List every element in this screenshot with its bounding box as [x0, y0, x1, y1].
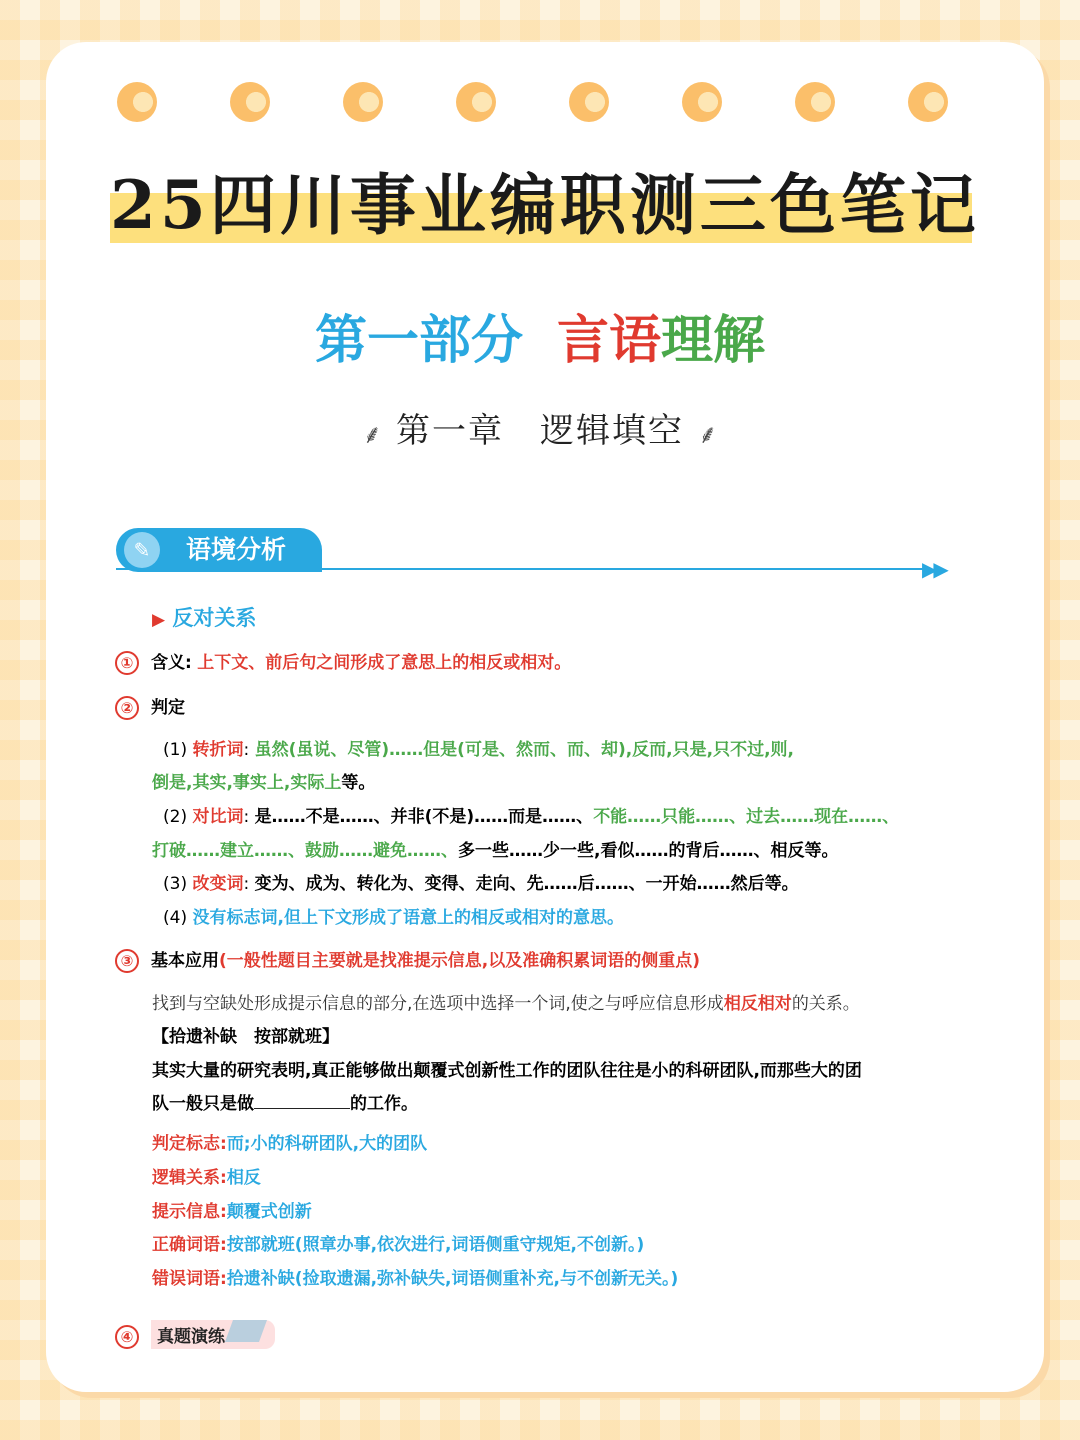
example-line: [152, 1089, 418, 1114]
binder-ring: [569, 82, 609, 122]
analysis-text: 按部就班(照章办事,依次进行,词语侧重守规矩,不创新。): [226, 1235, 645, 1255]
point-text: 是……不是……、并非(不是)……而是……、: [254, 807, 594, 827]
analysis-label: 正确词语:: [152, 1235, 227, 1255]
number-badge: ③: [115, 949, 139, 973]
judgement-line: [152, 836, 838, 861]
binder-ring: [456, 82, 496, 122]
analysis-row: [152, 1230, 644, 1255]
analysis-label: 判定标志:: [152, 1134, 227, 1154]
desc-key: 相反相对: [723, 994, 792, 1014]
analysis-row: [152, 1197, 312, 1222]
section-tab: 语境分析: [160, 528, 322, 572]
analysis-text: 颠覆式创新: [226, 1202, 312, 1222]
point-text: 没有标志词,但上下文形成了语意上的相反或相对的意思。: [192, 908, 624, 928]
analysis-row: [152, 1163, 261, 1188]
example-tag: 【拾遗补缺 按部就班】: [152, 1027, 339, 1047]
point-key: 改变词: [192, 874, 244, 894]
flourish-right-icon: ⸙: [698, 419, 718, 450]
fill-blank: [254, 1093, 350, 1109]
judgement-line: [152, 768, 375, 793]
analysis-label: 错误词语:: [152, 1269, 227, 1289]
point-tail: 等。: [341, 773, 376, 793]
analysis-label: 逻辑关系:: [152, 1168, 227, 1188]
application-desc: [152, 989, 860, 1014]
point-text: 倒是,其实,事实上,实际上: [152, 773, 342, 793]
item-text: 上下文、前后句之间形成了意思上的相反或相对。: [197, 653, 572, 673]
judgement-line: (3) 改变词: 变为、成为、转化为、变得、走向、先……后……、一开始……然后等。: [163, 874, 799, 894]
binder-ring: [230, 82, 270, 122]
point-key: 转折词: [192, 740, 244, 760]
practice-tag: [151, 1320, 275, 1349]
part-name-a: 言语: [556, 311, 661, 371]
point-index: (4): [163, 908, 188, 928]
item-application: [115, 946, 700, 973]
point-text: 多一些……少一些,看似……的背后……、相反等。: [458, 841, 839, 861]
judgement-line: [163, 903, 624, 928]
analysis-row: [152, 1129, 427, 1154]
part-label: 第一部分: [314, 311, 523, 371]
judgement-line: (1) 转折词: 虽然(虽说、尽管)……但是(可是、然而、而、却),反而,只是,只不过,则,: [163, 740, 795, 760]
item-label: 判定: [151, 698, 185, 718]
section-divider: [116, 568, 931, 570]
pencil-icon: ✎: [124, 532, 160, 568]
point-text: 不能……只能……、过去……现在……、: [593, 807, 900, 827]
number-badge: ①: [115, 651, 139, 675]
part-name-b: 理解: [661, 311, 766, 371]
analysis-text: 而;小的科研团队,大的团队: [226, 1134, 428, 1154]
example-text: 的工作。: [350, 1094, 418, 1114]
judgement-line: (2) 对比词: 是……不是……、并非(不是)……而是……、不能……只能……、过去……现在……、: [163, 807, 900, 827]
double-arrow-icon: ▶▶: [922, 557, 945, 581]
part-heading: [0, 298, 1080, 373]
desc-text: 找到与空缺处形成提示信息的部分,在选项中选择一个词,使之与呼应信息形成: [152, 994, 724, 1014]
analysis-row: [152, 1264, 678, 1289]
chapter-title: 第一章 逻辑填空: [396, 411, 684, 451]
triangle-bullet-icon: ▶: [152, 610, 166, 630]
page-title: 25四川事业编职测三色笔记: [110, 166, 980, 244]
point-text: 打破……建立……、鼓励……避免……、: [152, 841, 458, 861]
example-line: 其实大量的研究表明,真正能够做出颠覆式创新性工作的团队往往是小的科研团队,而那些大的团: [152, 1061, 862, 1081]
binder-ring: [343, 82, 383, 122]
point-key: 对比词: [192, 807, 244, 827]
point-index: (2): [163, 807, 188, 827]
item-label: 含义:: [151, 653, 192, 673]
number-badge: ②: [115, 696, 139, 720]
item-judgement: [115, 693, 185, 720]
analysis-text: 拾遗补缺(捡取遗漏,弥补缺失,词语侧重补充,与不创新无关。): [226, 1269, 679, 1289]
point-text: 虽然(虽说、尽管)……但是(可是、然而、而、却),反而,只是,只不过,则,: [254, 740, 795, 760]
number-badge: ④: [115, 1325, 139, 1349]
tape-mark: [225, 1320, 267, 1342]
point-index: (3): [163, 874, 188, 894]
sub-heading-text: 反对关系: [172, 606, 257, 630]
flourish-left-icon: ⸙: [362, 419, 382, 450]
item-meaning: [115, 648, 571, 675]
point-text: 变为、成为、转化为、变得、走向、先……后……、一开始……然后等。: [254, 874, 799, 894]
analysis-label: 提示信息:: [152, 1202, 227, 1222]
binder-ring: [908, 82, 948, 122]
chapter-heading: [0, 403, 1080, 452]
item-label: 基本应用: [151, 951, 219, 971]
practice-label: 真题演练: [157, 1327, 225, 1347]
analysis-text: 相反: [226, 1168, 261, 1188]
item-note: (一般性题目主要就是找准提示信息,以及准确积累词语的侧重点): [219, 951, 700, 971]
item-practice: [115, 1320, 275, 1349]
desc-text: 的关系。: [791, 994, 860, 1014]
binder-ring: [682, 82, 722, 122]
binder-ring: [795, 82, 835, 122]
example-text: 队一般只是做: [152, 1094, 254, 1114]
sub-heading: [152, 602, 256, 632]
point-index: (1): [163, 740, 188, 760]
binder-ring: [117, 82, 157, 122]
